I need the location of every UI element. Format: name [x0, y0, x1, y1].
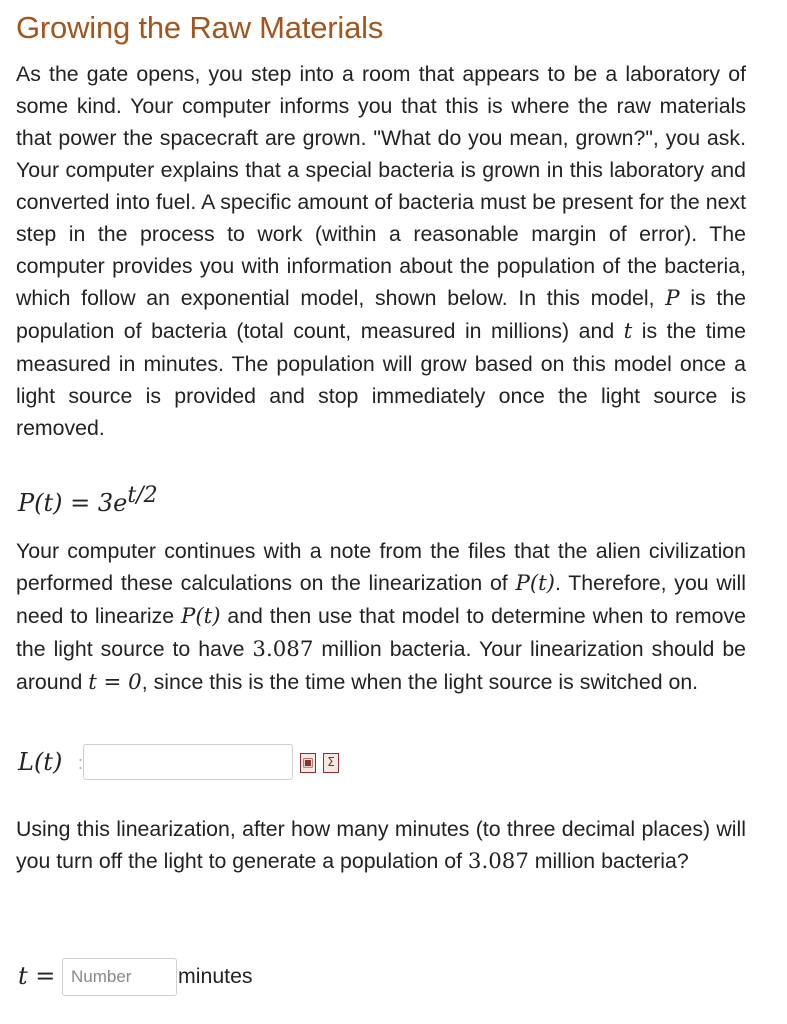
intro-text-2: is the population of bacteria (total count, measured in millions) and: [16, 286, 747, 343]
linearization-label: L(t): [18, 748, 63, 776]
linearization-separator: :: [78, 753, 84, 773]
preview-icon[interactable]: ▣: [300, 753, 316, 773]
note-text-3: and then use that model to determine when to remove the light source to have: [16, 604, 746, 661]
note-text-2: . Therefore, you will need to linearize: [16, 571, 746, 628]
equation-editor-icon[interactable]: Σ: [323, 753, 339, 773]
linearization-input[interactable]: [83, 744, 293, 780]
note-text-5: , since this is the time when the light source is switched on.: [141, 670, 699, 694]
expr-p-of-t-2: P(t): [181, 604, 221, 629]
expr-p-of-t: P(t): [515, 571, 555, 596]
formula-exponent: t/2: [127, 483, 158, 508]
answer-label: [18, 962, 55, 990]
note-text-1: Your computer continues with a note from the files that the alien civilization performed these calculations on the linearization of: [16, 539, 746, 595]
page-title: Growing the Raw Materials: [16, 10, 384, 45]
intro-paragraph: [16, 58, 746, 444]
answer-label-text: t =: [18, 962, 56, 990]
question-text-2: million bacteria?: [528, 849, 689, 873]
intro-text-1: As the gate opens, you step into a room that appears to be a laboratory of some kind. Your computer informs you that this is where the raw materials that power the spacecraft are grown. "What do you mean, grown?", you ask. Your computer explains that a special bacteria is grown in this laboratory and converted into fuel. A specific amount of bacteria must be present for the next step in the process to work (within a reasonable margin of error). The computer provides you with information about the population of the bacteria, which follow an exponential model, shown below. In this model,: [16, 62, 746, 310]
answer-units: minutes: [178, 964, 253, 988]
question-text-1: Using this linearization, after how many minutes (to three decimal places) will you turn off the light to generate a population of: [16, 817, 746, 873]
target-value: 3.087: [252, 637, 314, 662]
formula-lhs: P(t) = 3e: [18, 489, 128, 517]
note-text-4: million bacteria. Your linearization should be around: [16, 637, 747, 694]
var-t: t: [623, 319, 633, 344]
model-formula: [18, 483, 158, 517]
note-paragraph: [16, 535, 746, 699]
question-value: 3.087: [467, 849, 529, 874]
question-paragraph: [16, 813, 746, 878]
intro-text-3: is the time measured in minutes. The population will grow based on this model once a light source is provided and stop immediately once the light source is removed.: [16, 319, 746, 440]
answer-number-input[interactable]: [62, 958, 177, 996]
expr-t-zero: t = 0: [88, 670, 142, 695]
var-p: P: [665, 286, 680, 311]
